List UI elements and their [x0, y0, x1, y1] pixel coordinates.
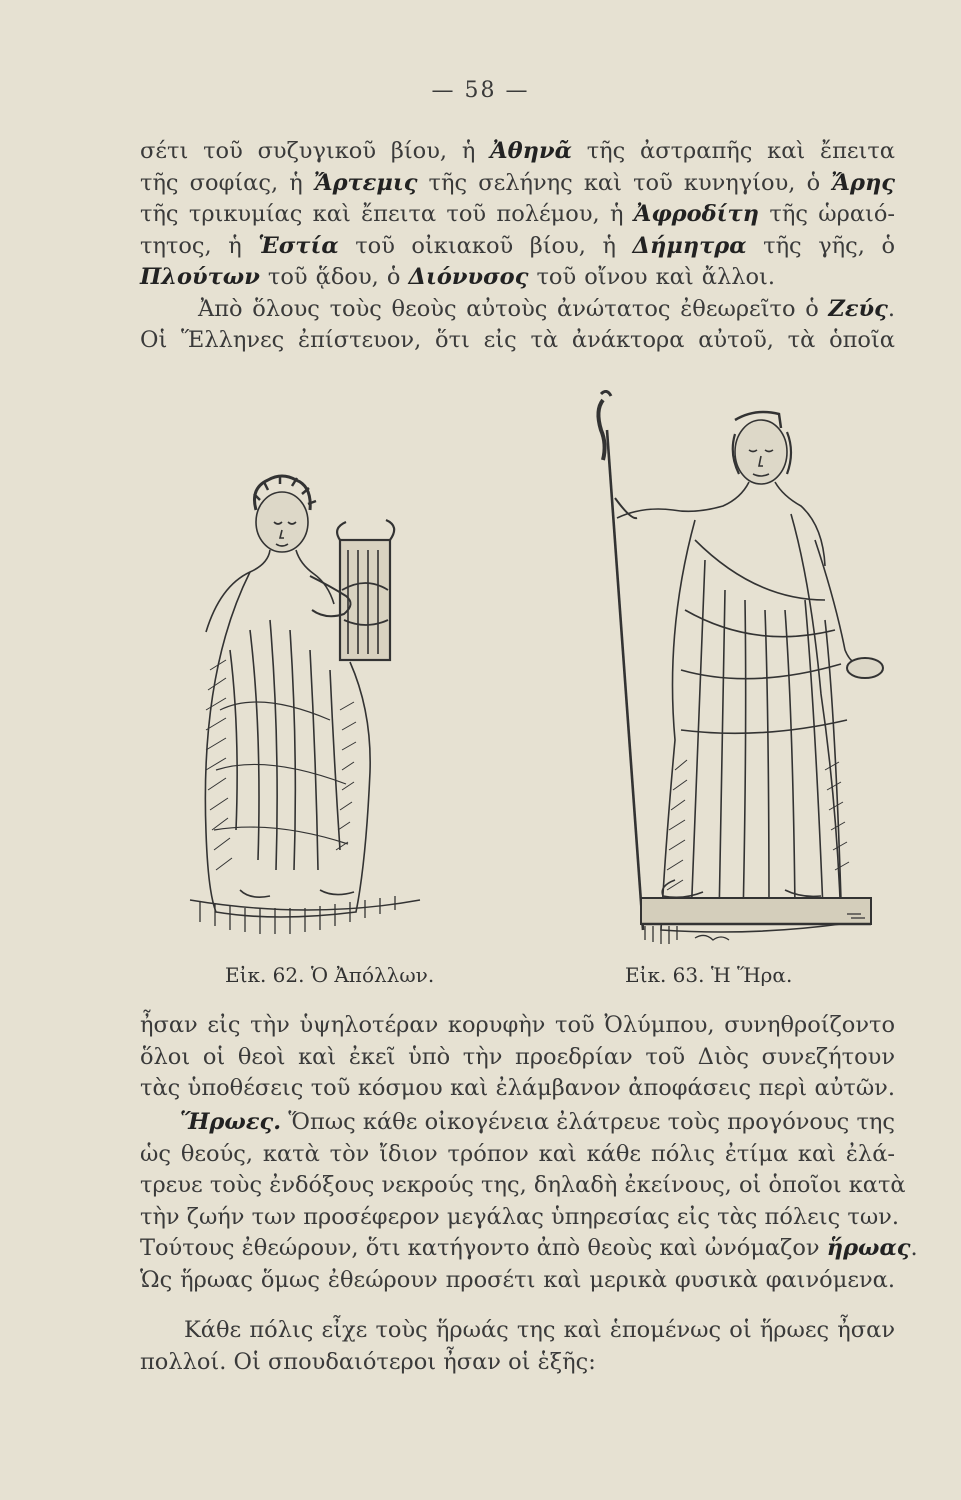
text-line: Οἱ Ἕλληνες ἐπίστευον, ὅτι εἰς τὰ ἀνάκτορα αὐτοῦ, τὰ ὁποῖα: [140, 327, 895, 353]
middle-paragraph: [140, 1010, 895, 1105]
text-line: τῆς τρικυμίας καὶ ἔπειτα τοῦ πολέμου, ἡ Ἀφροδίτη τῆς ὡραιό-: [140, 201, 895, 227]
heroes-paragraph: [140, 1107, 918, 1296]
page-number: — 58 —: [431, 78, 530, 103]
text-line: Ἀπὸ ὅλους τοὺς θεοὺς αὐτοὺς ἀνώτατος ἐθεωρεῖτο ὁ Ζεύς.: [198, 295, 895, 322]
apollo-statue-illustration: [170, 470, 440, 940]
text-line: Ἥρωες. Ὅπως κάθε οἰκογένεια ἐλάτρευε τοὺς προγόνους της: [180, 1109, 895, 1135]
hera-statue-illustration: [585, 390, 895, 950]
top-paragraph: [140, 136, 895, 357]
text-line: Ὡς ἥρωας ὅμως ἐθεώρουν προσέτι καὶ μερικὰ φυσικὰ φαινόμενα.: [140, 1266, 895, 1293]
text-line: τῆς σοφίας, ἡ Ἄρτεμις τῆς σελήνης καὶ τοῦ κυνηγίου, ὁ Ἄρης: [140, 169, 895, 196]
text-line: τρευε τοὺς ἐνδόξους νεκρούς της, δηλαδὴ ἐκείνους, οἱ ὁποῖοι κατὰ: [140, 1172, 906, 1198]
text-line: πολλοί. Οἱ σπουδαιότεροι ἦσαν οἱ ἑξῆς:: [140, 1348, 596, 1375]
text-line: τὰς ὑποθέσεις τοῦ κόσμου καὶ ἐλάμβανον ἀποφάσεις περὶ αὐτῶν.: [140, 1075, 895, 1101]
text-line: ὡς θεούς, κατὰ τὸν ἴδιον τρόπον καὶ κάθε πόλις ἐτίμα καὶ ἐλά-: [140, 1140, 895, 1167]
text-line: ἦσαν εἰς τὴν ὑψηλοτέραν κορυφὴν τοῦ Ὀλύμπου, συνηθροίζοντο: [140, 1012, 895, 1038]
figure-63-caption: Εἰκ. 63. Ἡ Ἥρα.: [625, 963, 793, 987]
text-line: ὅλοι οἱ θεοὶ καὶ ἐκεῖ ὑπὸ τὴν προεδρίαν τοῦ Διὸς συνεζήτουν: [140, 1043, 895, 1070]
text-line: τητος, ἡ Ἑστία τοῦ οἰκιακοῦ βίου, ἡ Δήμητρα τῆς γῆς, ὁ: [140, 232, 895, 259]
last-paragraph: [140, 1315, 895, 1378]
figure-62-caption: Εἰκ. 62. Ὁ Ἀπόλλων.: [225, 963, 435, 987]
text-line: τὴν ζωήν των προσέφερον μεγάλας ὑπηρεσίας εἰς τὰς πόλεις των.: [140, 1203, 899, 1230]
text-line: Κάθε πόλις εἶχε τοὺς ἥρωάς της καὶ ἑπομένως οἱ ἥρωες ἦσαν: [184, 1317, 895, 1343]
text-line: Τούτους ἐθεώρουν, ὅτι κατήγοντο ἀπὸ θεοὺς καὶ ὠνόμαζον ἥρωας.: [140, 1235, 918, 1261]
text-line: σέτι τοῦ συζυγικοῦ βίου, ἡ Ἀθηνᾶ τῆς ἀστραπῆς καὶ ἔπειτα: [140, 138, 895, 164]
text-line: Πλούτων τοῦ ᾅδου, ὁ Διόνυσος τοῦ οἴνου καὶ ἄλλοι.: [140, 264, 775, 290]
